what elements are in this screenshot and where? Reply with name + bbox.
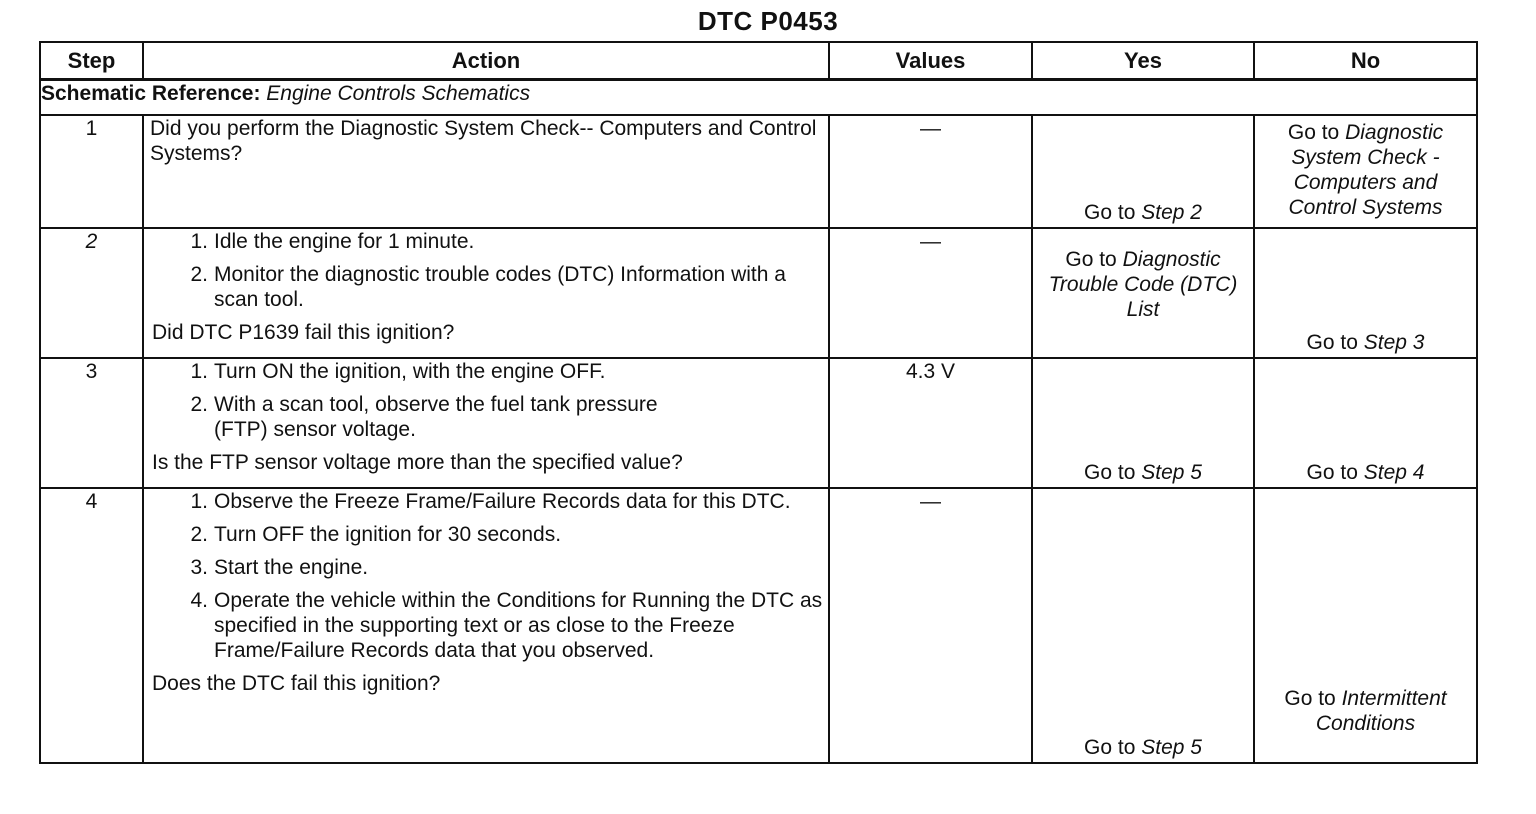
action-steps	[144, 229, 828, 312]
header-row	[40, 42, 1477, 80]
list-item: 1. Turn ON the ignition, with the engine OFF.	[190, 360, 606, 383]
table-row	[40, 228, 1477, 358]
goto-prefix: Go to	[1306, 461, 1358, 484]
action-cell	[143, 358, 829, 488]
page-title: DTC P0453	[697, 6, 839, 36]
goto-step-5-link[interactable]: Step 5	[1141, 736, 1202, 759]
step-number: 4	[40, 488, 143, 763]
goto-step-3-link[interactable]: Step 3	[1363, 331, 1425, 354]
action-question: Is the FTP sensor voltage more than the specified value?	[152, 451, 683, 474]
list-item: 4. Operate the vehicle within the Conditions for Running the DTC as specified in the supporting text or as close to the Freeze Frame/Failure Records data that you observed.	[190, 589, 823, 662]
no-cell	[1254, 358, 1477, 488]
goto-prefix: Go to	[1284, 687, 1336, 710]
yes-goto	[1033, 200, 1253, 225]
goto-intermittent-conditions-link[interactable]: Intermittent Conditions	[1315, 687, 1447, 735]
no-goto	[1255, 330, 1476, 355]
no-goto	[1255, 686, 1476, 736]
diagnostic-table	[39, 41, 1478, 764]
schematic-reference-label: Schematic Reference:	[41, 82, 261, 105]
no-goto	[1255, 460, 1476, 485]
value-cell: 4.3 V	[829, 358, 1032, 488]
no-goto	[1255, 116, 1476, 220]
action-cell	[143, 228, 829, 358]
goto-prefix: Go to	[1287, 121, 1340, 144]
list-item: 1. Observe the Freeze Frame/Failure Records data for this DTC.	[190, 490, 791, 513]
yes-cell	[1032, 488, 1254, 763]
goto-prefix: Go to	[1084, 736, 1136, 759]
yes-goto	[1033, 229, 1253, 322]
list-item: 2. With a scan tool, observe the fuel tank pressure (FTP) sensor voltage.	[190, 393, 658, 441]
step-number: 1	[40, 115, 143, 228]
yes-cell	[1032, 228, 1254, 358]
goto-dtc-list-link[interactable]: Diagnostic Trouble Code (DTC) List	[1048, 248, 1238, 321]
table-row	[40, 488, 1477, 763]
value-cell: —	[829, 115, 1032, 228]
schematic-reference	[40, 80, 1477, 116]
goto-step-5-link[interactable]: Step 5	[1141, 461, 1202, 484]
value-cell: —	[829, 228, 1032, 358]
action-steps	[144, 489, 828, 663]
schematic-reference-row	[40, 80, 1477, 116]
action-text: Did you perform the Diagnostic System Check-- Computers and Control Systems?	[143, 115, 829, 228]
goto-prefix: Go to	[1084, 201, 1136, 224]
goto-step-4-link[interactable]: Step 4	[1363, 461, 1425, 484]
action-question: Does the DTC fail this ignition?	[152, 672, 441, 695]
schematic-reference-link[interactable]: Engine Controls Schematics	[266, 82, 531, 105]
yes-goto	[1033, 735, 1253, 760]
no-cell	[1254, 115, 1477, 228]
goto-step-2-link[interactable]: Step 2	[1141, 201, 1202, 224]
step-number: 3	[40, 358, 143, 488]
goto-prefix: Go to	[1084, 461, 1136, 484]
yes-cell	[1032, 358, 1254, 488]
action-question: Did DTC P1639 fail this ignition?	[152, 321, 455, 344]
no-cell	[1254, 488, 1477, 763]
goto-diagnostic-system-check-link[interactable]: Diagnostic System Check - Computers and Control Systems	[1288, 121, 1444, 219]
list-item: 1. Idle the engine for 1 minute.	[190, 230, 475, 253]
yes-cell	[1032, 115, 1254, 228]
action-cell	[143, 488, 829, 763]
goto-prefix: Go to	[1065, 248, 1117, 271]
no-cell	[1254, 228, 1477, 358]
action-steps	[144, 359, 828, 442]
list-item: 2. Turn OFF the ignition for 30 seconds.	[190, 523, 562, 546]
yes-goto	[1033, 460, 1253, 485]
list-item: 3. Start the engine.	[190, 556, 369, 579]
list-item: 2. Monitor the diagnostic trouble codes (DTC) Information with a scan tool.	[190, 263, 786, 311]
header-no: No	[1254, 42, 1477, 80]
table-row	[40, 115, 1477, 228]
goto-prefix: Go to	[1306, 331, 1358, 354]
value-cell: —	[829, 488, 1032, 763]
step-number: 2	[40, 228, 143, 358]
header-step: Step	[40, 42, 143, 80]
header-values: Values	[829, 42, 1032, 80]
header-action: Action	[143, 42, 829, 80]
table-row	[40, 358, 1477, 488]
header-yes: Yes	[1032, 42, 1254, 80]
